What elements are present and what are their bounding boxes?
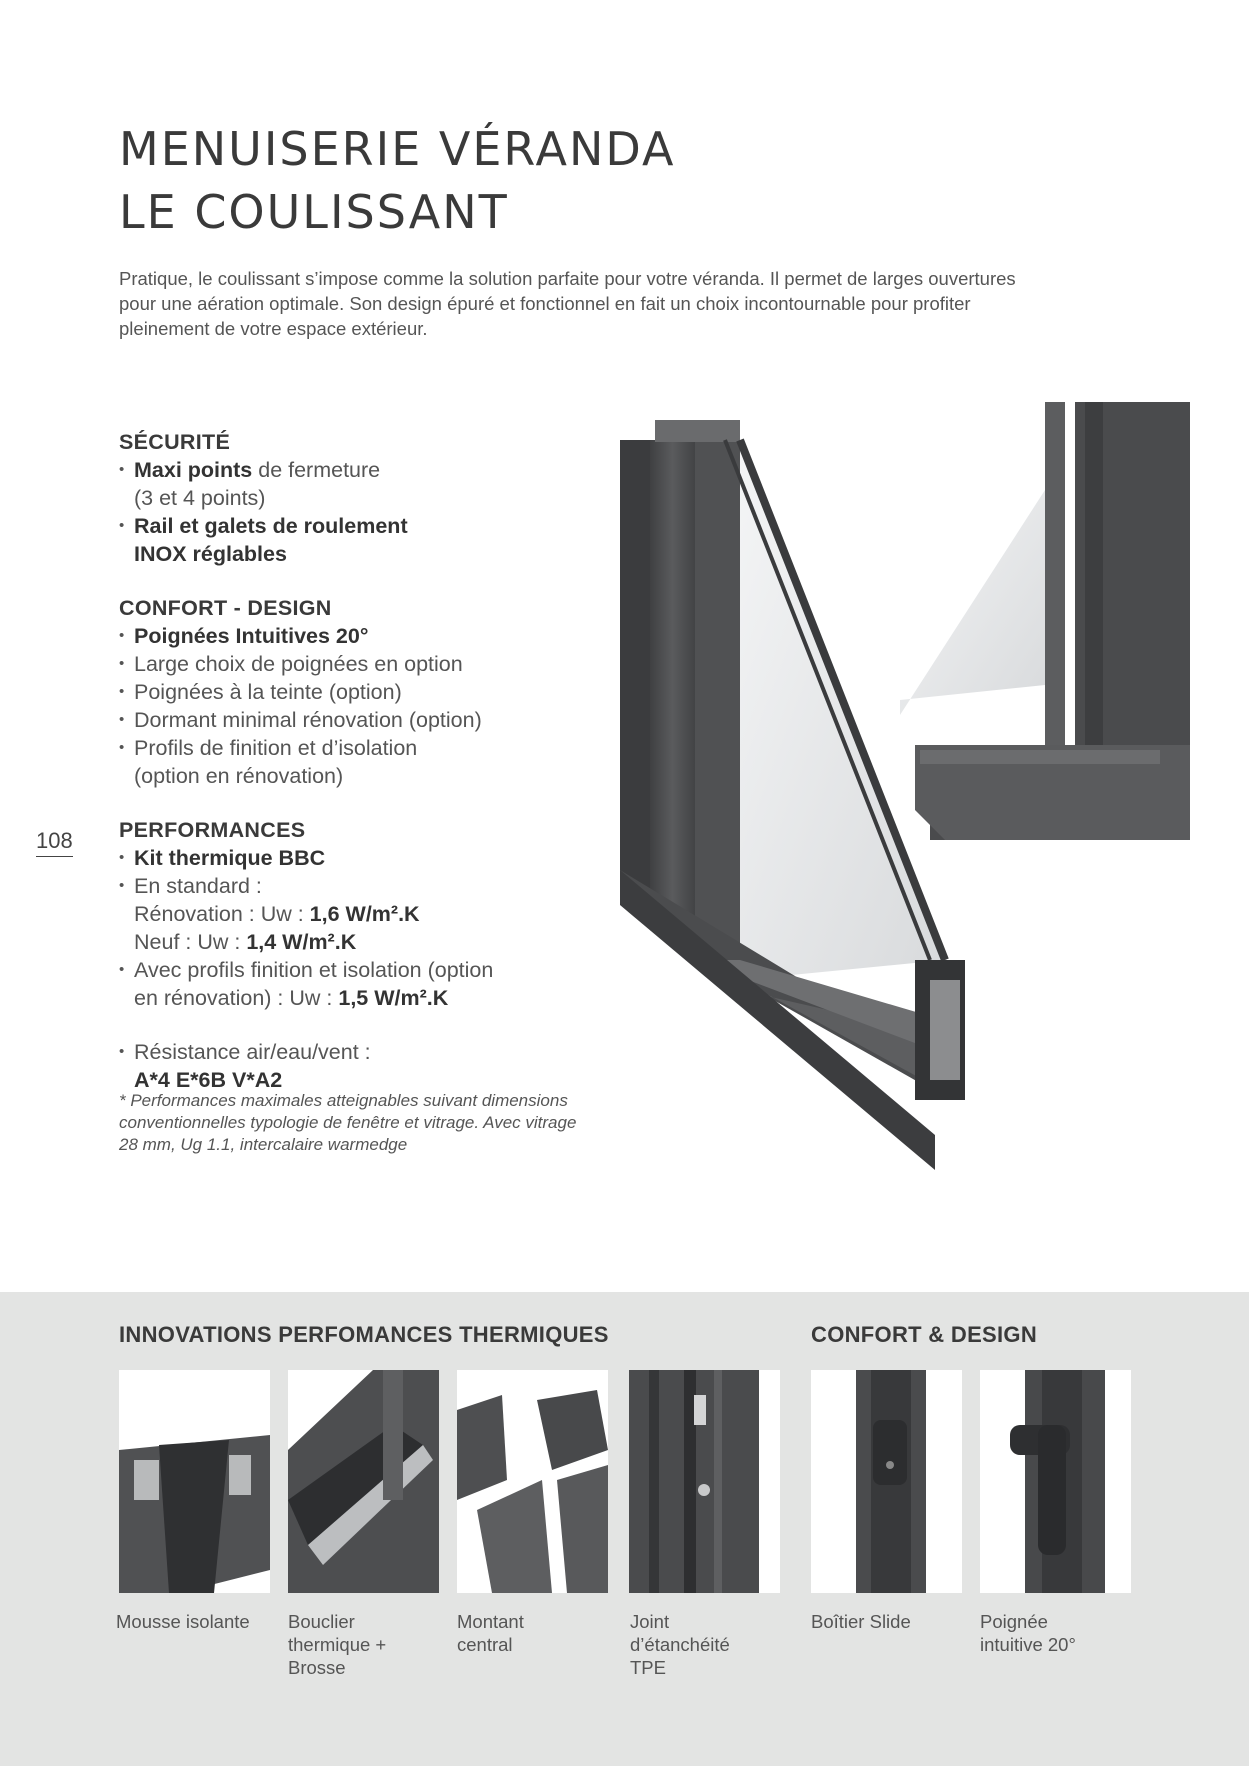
perf-item-resistance-value: A*4 E*6B V*A2 bbox=[134, 1068, 283, 1092]
page-number: 108 bbox=[36, 828, 73, 857]
confort-item-5: • Profils de finition et d’isolation bbox=[119, 734, 589, 762]
confort-item-2: • Large choix de poignées en option bbox=[119, 650, 589, 678]
sliding-window-profile-image bbox=[615, 400, 1195, 1190]
perf-item-kit: • Kit thermique BBC bbox=[119, 844, 589, 872]
perf-item-standard: • En standard : bbox=[119, 872, 589, 900]
confort-item-5-detail: (option en rénovation) bbox=[134, 764, 344, 788]
caption-mousse-isolante: Mousse isolante bbox=[116, 1611, 250, 1632]
securite-item-rail-detail: INOX réglables bbox=[134, 542, 287, 566]
slide-lock-photo bbox=[811, 1370, 962, 1593]
insulating-foam-photo bbox=[119, 1370, 270, 1593]
handle-photo bbox=[980, 1370, 1131, 1593]
thermal-shield-photo bbox=[288, 1370, 439, 1593]
perf-renovation: Rénovation : Uw : 1,6 W/m².K bbox=[134, 902, 420, 926]
innovations-heading: INNOVATIONS PERFOMANCES THERMIQUES bbox=[119, 1322, 609, 1347]
title-line-1: MENUISERIE VÉRANDA bbox=[119, 122, 676, 176]
title-line-2: LE COULISSANT bbox=[119, 185, 509, 239]
perf-item-profils-value: en rénovation) : Uw : 1,5 W/m².K bbox=[134, 986, 449, 1010]
performances-heading: PERFORMANCES bbox=[119, 818, 306, 842]
section-securite bbox=[119, 428, 589, 568]
caption-poignee-intuitive: Poignée intuitive 20° bbox=[980, 1611, 1076, 1655]
securite-item-rail: • Rail et galets de roulement bbox=[119, 512, 589, 540]
features-column bbox=[119, 428, 589, 1156]
securite-item-points: • Maxi points de fermeture bbox=[119, 456, 589, 484]
caption-montant-central: Montant central bbox=[457, 1611, 524, 1655]
perf-item-resistance: • Résistance air/eau/vent : bbox=[119, 1038, 589, 1066]
performance-footnote: * Performances maximales atteignables suivant dimensions conventionnelles typologie de fenêtre et vitrage. Avec vitrage 28 mm, Ug 1.1, intercalaire warmedge bbox=[119, 1091, 577, 1154]
perf-item-profils: • Avec profils finition et isolation (option bbox=[119, 956, 589, 984]
confort-heading: CONFORT - DESIGN bbox=[119, 596, 332, 620]
securite-heading: SÉCURITÉ bbox=[119, 430, 231, 454]
section-confort bbox=[119, 594, 589, 790]
caption-boitier-slide: Boîtier Slide bbox=[811, 1611, 911, 1632]
perf-neuf: Neuf : Uw : 1,4 W/m².K bbox=[134, 930, 357, 954]
confort-design-heading: CONFORT & DESIGN bbox=[811, 1322, 1038, 1347]
caption-bouclier-thermique: Bouclier thermique + Brosse bbox=[288, 1611, 387, 1678]
confort-item-1: • Poignées Intuitives 20° bbox=[119, 622, 589, 650]
confort-item-4: • Dormant minimal rénovation (option) bbox=[119, 706, 589, 734]
page-title bbox=[119, 118, 675, 244]
caption-joint-etancheite: Joint d’étanchéité TPE bbox=[630, 1611, 730, 1678]
confort-item-3: • Poignées à la teinte (option) bbox=[119, 678, 589, 706]
section-performances bbox=[119, 816, 589, 1156]
central-mullion-photo bbox=[457, 1370, 608, 1593]
tpe-seal-photo bbox=[629, 1370, 780, 1593]
intro-paragraph: Pratique, le coulissant s’impose comme la solution parfaite pour votre véranda. Il permet de larges ouvertures pour une aération optimale. Son design épuré et fonctionnel en fait un choix incontournable pour profiter pleinement de votre espace extérieur. bbox=[119, 268, 1016, 339]
securite-item-points-detail: (3 et 4 points) bbox=[134, 486, 266, 510]
